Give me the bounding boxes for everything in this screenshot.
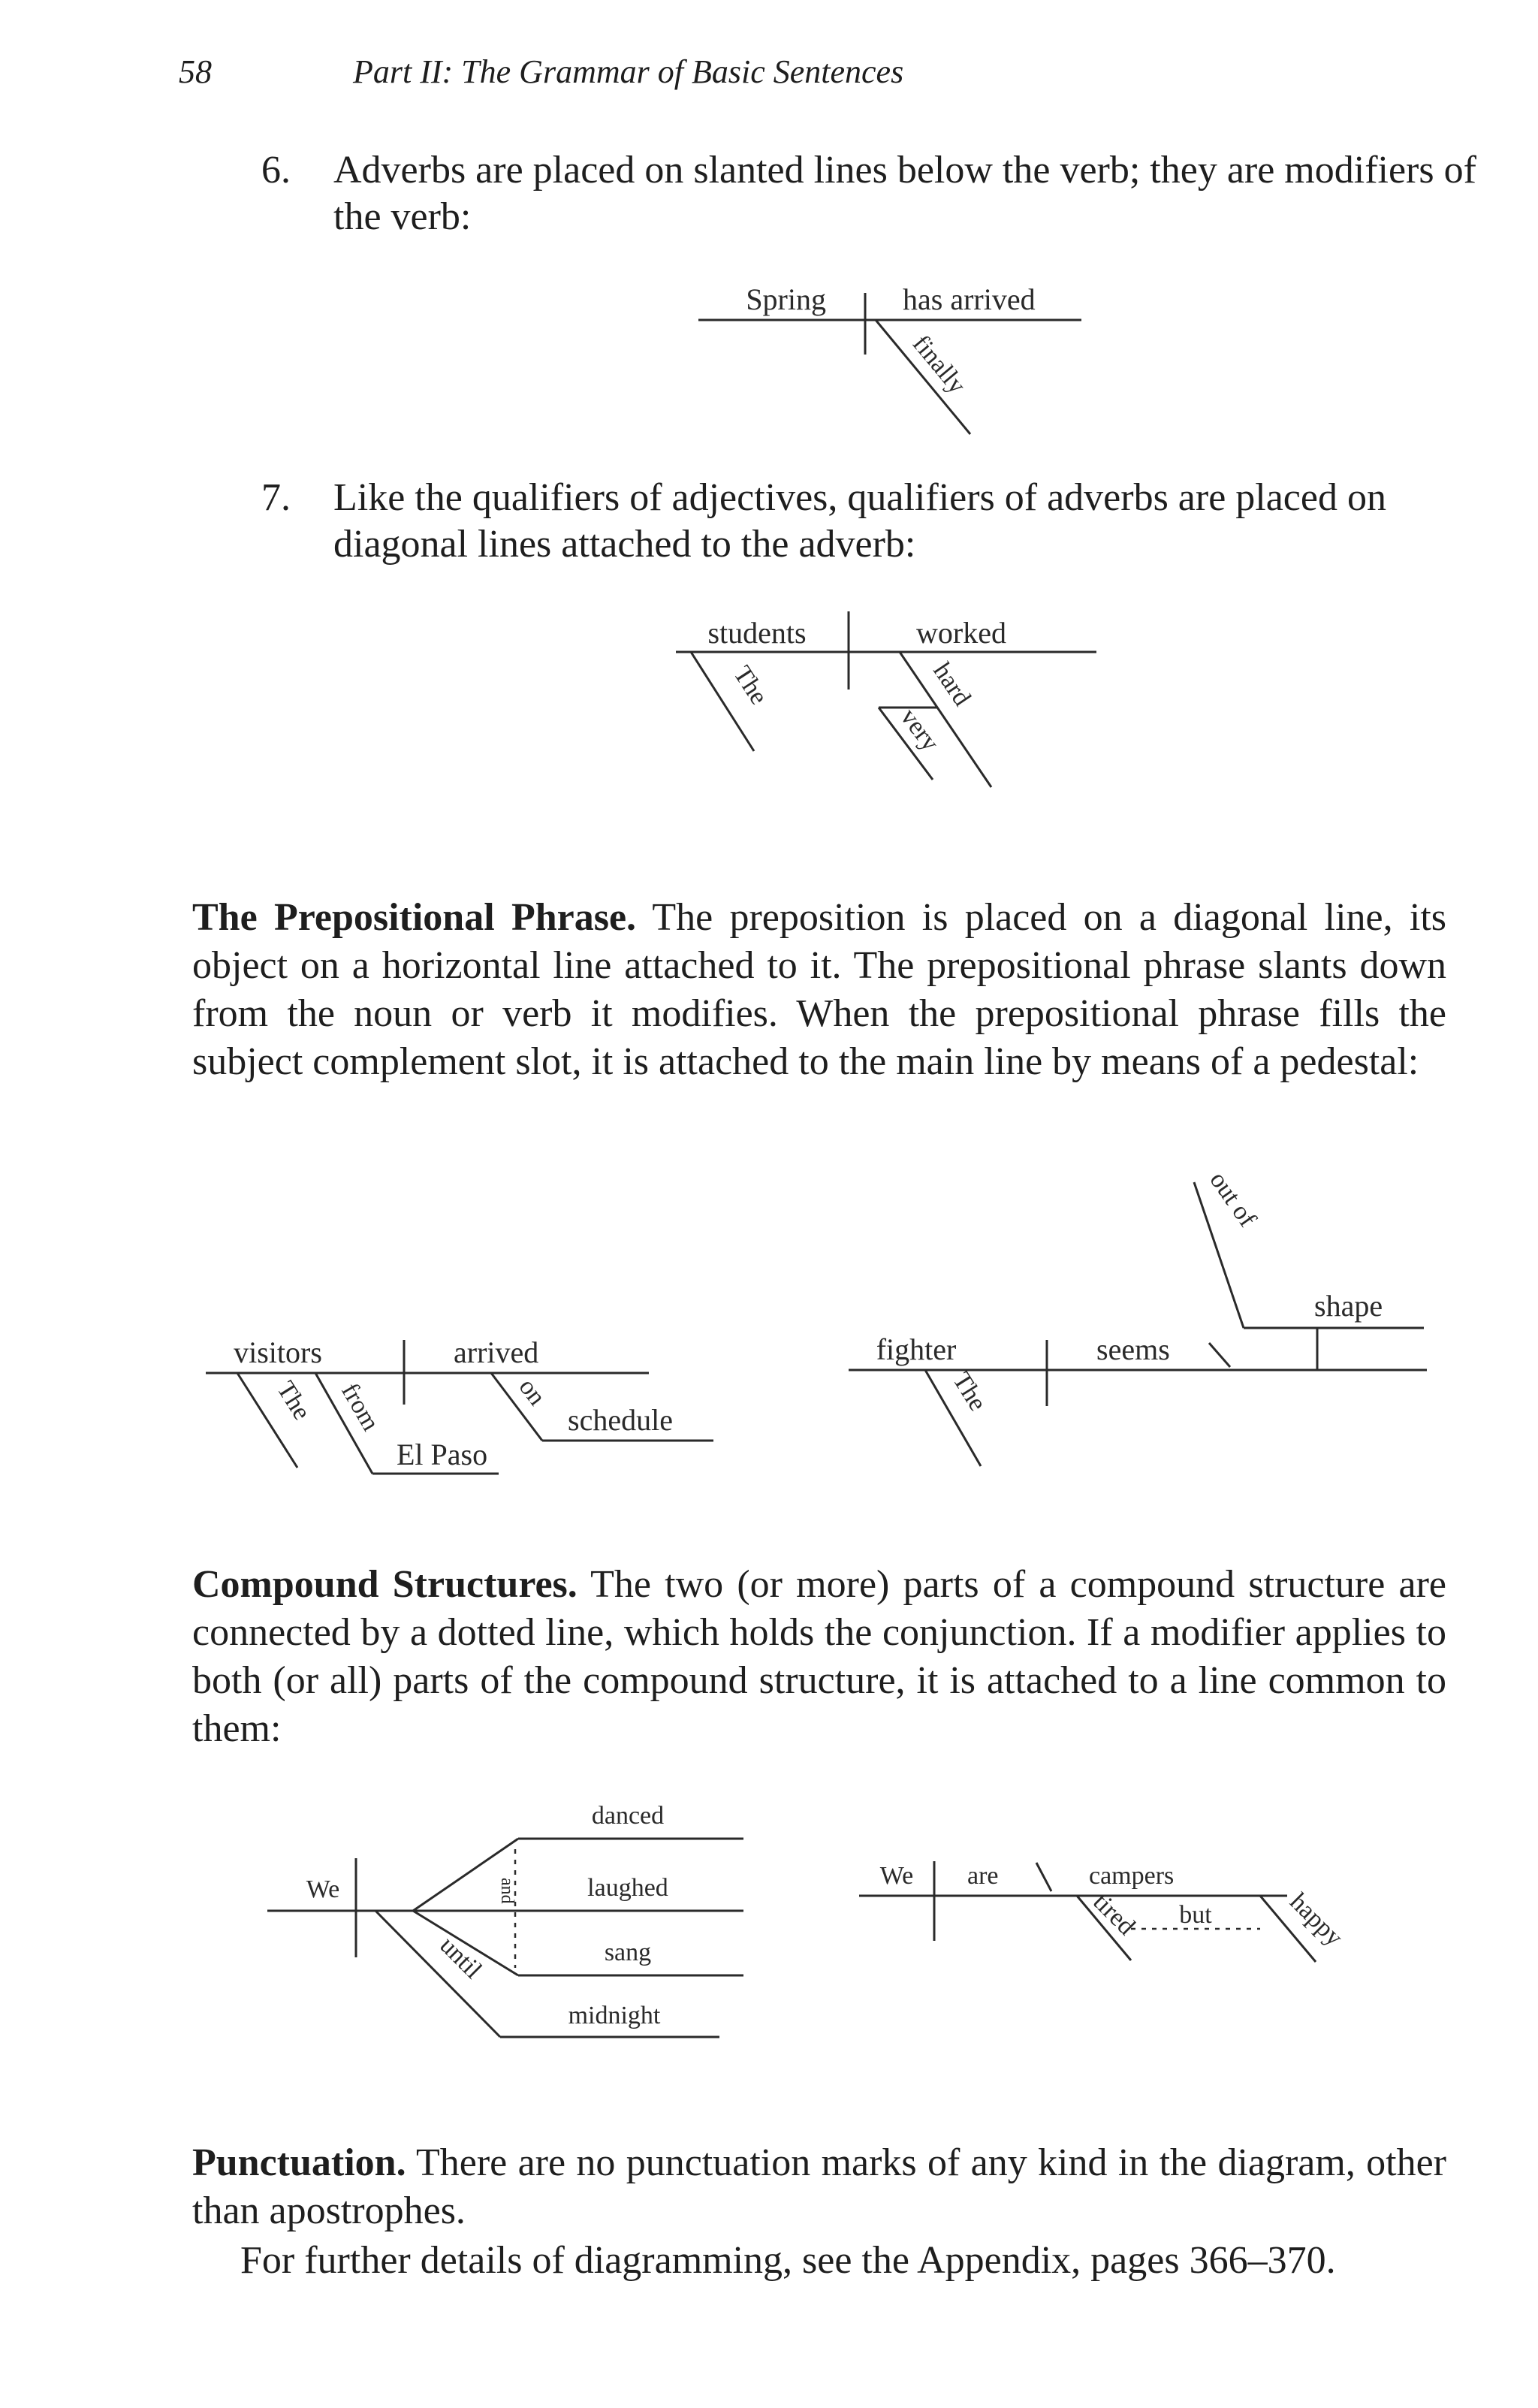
word-and: and	[497, 1878, 517, 1904]
section-body: The two (or more) parts of a compound structure are connected by a dotted line, which holds the conjunction. If a modifier applies to both (or all) parts of the compound structure, it is attached to a line common to them:	[192, 1563, 1447, 1750]
word-spring: Spring	[746, 282, 826, 316]
word-visitors: visitors	[234, 1335, 322, 1369]
section-prepositional	[192, 894, 1446, 1142]
word-has-arrived: has arrived	[903, 282, 1036, 316]
word-el-paso: El Paso	[397, 1438, 488, 1471]
diagram-compound-verbs	[263, 1780, 774, 2081]
section-body: There are no punctuation marks of any kind in the diagram, other than apostrophes.	[192, 2141, 1446, 2232]
word-sang: sang	[604, 1939, 652, 1966]
diagram-compound-complement	[856, 1833, 1397, 2020]
word-the: The	[947, 1367, 992, 1417]
word-worked: worked	[916, 616, 1006, 650]
section-heading: Punctuation.	[192, 2141, 406, 2184]
word-hard: hard	[927, 657, 976, 711]
word-fighter: fighter	[876, 1332, 957, 1366]
word-campers: campers	[1089, 1862, 1175, 1890]
word-seems: seems	[1096, 1332, 1170, 1366]
word-the: The	[271, 1376, 316, 1426]
word-we: We	[879, 1862, 914, 1890]
word-the: The	[728, 661, 774, 710]
word-students: students	[707, 616, 807, 650]
appendix-reference: For further details of diagramming, see the Appendix, pages 366–370.	[240, 2239, 1336, 2282]
section-body: The preposition is placed on a diagonal line, its object on a horizontal line attached to it. The prepositional phrase slants down from the noun or verb it modifies. When the prepositional phrase fills the subject complement slot, it is attached to the main line by means of a pedestal:	[192, 896, 1446, 1083]
item-text: Adverbs are placed on slanted lines below the verb; they are modifiers of the verb:	[333, 149, 1476, 238]
section-heading: The Prepositional Phrase.	[192, 896, 637, 939]
word-arrived: arrived	[454, 1335, 539, 1369]
word-we: We	[306, 1875, 340, 1903]
word-tired: tired	[1087, 1887, 1141, 1941]
word-until: until	[434, 1931, 487, 1984]
section-punctuation	[192, 2139, 1446, 2244]
word-midnight: midnight	[568, 2002, 661, 2029]
item-number: 6.	[261, 149, 291, 192]
section-heading: Compound Structures.	[192, 1563, 578, 1606]
word-very: very	[894, 703, 945, 757]
word-danced: danced	[591, 1802, 665, 1830]
word-happy: happy	[1284, 1887, 1349, 1952]
word-out-of: out of	[1204, 1166, 1262, 1233]
item-text: Like the qualifiers of adjectives, qualifiers of adverbs are placed on diagonal lines attached to the adverb:	[333, 476, 1386, 566]
word-but: but	[1179, 1901, 1212, 1929]
word-shape: shape	[1314, 1289, 1383, 1323]
word-schedule: schedule	[568, 1403, 673, 1437]
running-head: Part II: The Grammar of Basic Sentences	[353, 53, 904, 90]
word-from: from	[336, 1378, 385, 1436]
section-compound	[192, 1561, 1446, 1764]
diagram-prep-visitors	[203, 1307, 728, 1502]
word-are: are	[967, 1862, 999, 1890]
word-on: on	[513, 1373, 551, 1411]
word-finally: finally	[906, 330, 972, 400]
word-laughed: laughed	[587, 1874, 668, 1902]
diagram-prep-fighter	[834, 1149, 1434, 1502]
rule-item-6	[261, 147, 1508, 245]
page-number: 58	[179, 53, 212, 90]
item-number: 7.	[261, 476, 291, 519]
diagram-adverb	[676, 270, 1096, 443]
rule-item-7	[261, 475, 1508, 572]
diagram-qualifier	[661, 601, 1111, 819]
